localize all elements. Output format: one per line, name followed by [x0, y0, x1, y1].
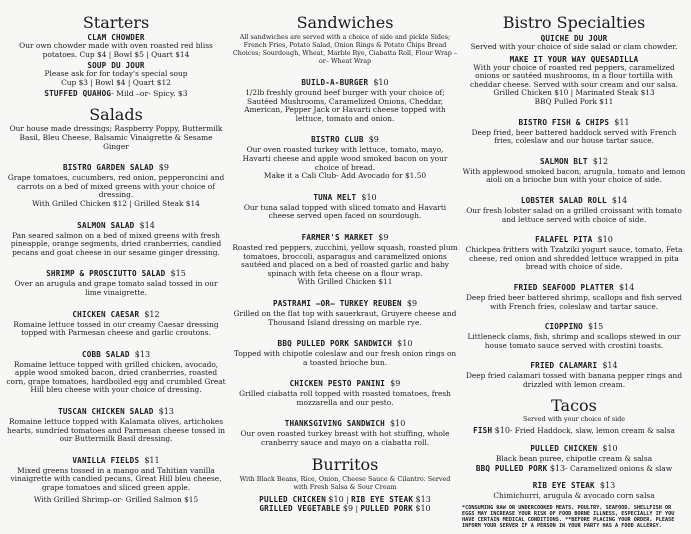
burritos-intro: With Black Beans, Rice, Onion, Cheese Sauce & Cilantro. Served with Fresh Salsa & Sour Cream	[239, 474, 451, 491]
item-name: MAKE IT YOUR WAY QUESADILLA	[509, 54, 639, 64]
menu-item-shrimp-prosciutto	[6, 261, 226, 297]
item-desc: 1/2lb freshly ground beef burger with your choice of; Sautéed Mushrooms, Caramelized Onions, Cheddar, American, Pepper Jack or Havarti cheese topped with lettuce, tomato and onion.	[244, 88, 446, 123]
menu-item-seafood-platter	[462, 275, 686, 311]
item-name: TUSCAN CHICKEN SALAD	[58, 407, 154, 417]
item-extra: Grilled Chicken $10 | Marinated Steak $13	[493, 88, 655, 98]
item-price: $13	[158, 407, 174, 417]
item-name: FRIED SEAFOOD PLATTER	[513, 282, 614, 292]
item-name: PASTRAMI –OR– TURKEY REUBEN	[272, 298, 402, 308]
item-extra: With Grilled Chicken $12 | Grilled Steak $14	[32, 198, 200, 208]
menu-item-salmon-blt	[462, 149, 686, 185]
item-name: SHRIMP & PROSCIUTTO SALAD	[46, 269, 166, 279]
section-title-tacos: Tacos	[551, 396, 597, 416]
item-price: $15	[588, 322, 604, 332]
item-name: COBB SALAD	[81, 349, 130, 359]
taco-pulled-chicken	[462, 436, 686, 464]
item-desc: With applewood smoked bacon, arugula, tomato and lemon aioli on a brioche bun with your choice of side.	[462, 166, 686, 185]
item-extra: With Grilled Shrimp–or- Grilled Salmon $15	[33, 494, 199, 504]
column-right	[462, 0, 686, 530]
item-desc: Deep fried calamari tossed with banana pepper rings and drizzled with lemon cream.	[465, 371, 683, 389]
item-desc: Our oven roasted turkey breast with hot stuffing, whole cranberry sauce and mayo on a ciabatta roll.	[240, 429, 450, 448]
item-desc: Roasted red peppers, zucchini, yellow squash, roasted plum tomatoes, broccoli, asparagus and caramelized onions sautéed and placed on a bed of roasted garlic and baby spinach with feta cheese on a flour wrap.	[232, 242, 458, 278]
burritos-row-2: GRILLED VEGETABLE $9 | PULLED PORK $10	[259, 503, 431, 513]
section-title-burritos: Burritos	[311, 454, 379, 474]
item-price: $13	[549, 463, 566, 473]
item-desc: Served with your choice of side salad or clam chowder.	[470, 42, 678, 51]
item-desc: Over an arugula and grape tomato salad tossed in our lime vinaigrette.	[14, 279, 218, 297]
item-desc: Pan seared salmon on a bed of mixed greens with fresh pineapple, orange segments, dried cranberries, candied pecans and goat cheese in our sesame ginger dressing.	[10, 230, 222, 257]
item-name: CHICKEN CAESAR	[72, 309, 140, 319]
burritos-row-1: PULLED CHICKEN $10 | RIB EYE STEAK $13	[259, 494, 431, 504]
item-price: $13	[134, 349, 151, 359]
item-name: VANILLA FIELDS	[72, 455, 140, 465]
food-safety-notice: *CONSUMING RAW OR UNDERCOOKED MEATS, POULTRY, SEAFOOD, SHELLFISH OR EGGS MAY INCREASE YOUR RISK OF FOOD BORNE ILLNESS, ESPECIALLY IF YOU HAVE CERTAIN MEDICAL CONDITIONS. **BEFORE PLACING YOUR ORDER, PLEASE INFORM YOUR SERVER IF A PERSON IN YOUR PARTY HAS A FOOD ALLERGY.	[462, 504, 675, 530]
menu-item-fish-chips	[462, 110, 686, 146]
item-name: FALAFEL PITA	[535, 235, 593, 245]
item-price: $12	[592, 156, 609, 166]
menu-item-bbq-pulled-pork-sandwich	[232, 331, 458, 367]
item-price: $15	[170, 269, 186, 279]
menu-item-tuscan-chicken	[6, 399, 226, 444]
menu-item-chicken-pesto-panini	[232, 371, 458, 407]
item-name: STUFFED QUAHOG	[44, 89, 112, 99]
item-desc: Romaine lettuce tossed in our creamy Caesar dressing topped with Parmesan cheese and garlic croutons.	[13, 319, 219, 338]
item-price: $12	[144, 309, 160, 319]
menu-item-farmers-market	[232, 225, 458, 287]
item-price: $13	[415, 494, 431, 504]
item-name: PULLED CHICKEN	[259, 494, 326, 504]
item-name: BUILD-A-BURGER	[301, 78, 369, 87]
item-name: RIB EYE STEAK	[532, 481, 595, 491]
item-price: $9	[342, 503, 354, 513]
item-name: PULLED PORK	[360, 503, 413, 513]
item-desc: Deep fried, beer battered haddock served with French fries, coleslaw and our house tartar sauce.	[471, 127, 677, 146]
menu-item-cobb-salad	[6, 342, 226, 395]
menu-item-stuffed-quahog	[6, 89, 226, 98]
item-price: $14	[619, 282, 635, 292]
item-name: THANKSGIVING SANDWICH	[284, 419, 385, 429]
item-desc: Grilled on the flat top with sauerkraut, Gruyere cheese and Thousand Island dressing on marble rye.	[233, 308, 457, 327]
item-name: FARMER'S MARKET	[301, 232, 374, 242]
item-desc: - Fried Haddock, slaw, lemon cream & salsa	[509, 426, 675, 436]
item-name: BISTRO FISH & CHIPS	[518, 117, 610, 127]
sandwiches-intro: All sandwiches are served with a choice of side and pickle Sides; French Fries, Potato Salad, Onion Rings & Potato Chips Bread Choices; Sourdough, Wheat, Marble Rye, Ciabatta Roll, Flour Wrap –or– Wheat Wrap	[232, 33, 458, 65]
item-price: $10	[328, 494, 344, 504]
menu-item-clam-chowder	[6, 33, 226, 59]
menu-item-bistro-club	[232, 127, 458, 180]
item-price: $9	[368, 135, 379, 145]
menu-item-falafel-pita	[462, 227, 686, 272]
item-name: LOBSTER SALAD ROLL	[520, 195, 607, 205]
taco-bbq-pulled-pork	[462, 464, 686, 474]
menu-item-lobster-roll	[462, 188, 686, 224]
item-price: $10	[361, 192, 377, 202]
item-desc: Black bean puree, chipotle cream & salsa	[495, 454, 653, 464]
item-prices: Cup $3 | Bowl $4 | Quart $12	[61, 77, 171, 87]
item-extra: With Grilled Chicken $11	[297, 277, 393, 287]
item-price: $10	[597, 235, 613, 245]
menu-item-thanksgiving-sandwich	[232, 411, 458, 447]
item-desc: Please ask for for today's special soup	[44, 69, 188, 79]
menu-item-tuna-melt	[232, 185, 458, 221]
menu-item-garden-salad	[6, 155, 226, 208]
item-price: $11	[144, 455, 160, 465]
tacos-intro: Served with your choice of side	[522, 415, 626, 424]
taco-fish	[462, 426, 686, 436]
item-price: $9	[378, 232, 389, 242]
item-price: $14	[602, 361, 618, 371]
item-desc: Our tuna salad topped with sliced tomato and Havarti cheese served open faced on sourdough.	[243, 202, 447, 221]
item-desc: Topped with chipotle coleslaw and our fresh onion rings on a toasted brioche bun.	[233, 349, 457, 367]
salads-intro: Our house made dressings; Raspberry Poppy, Buttermilk Basil, Bleu Cheese, Balsamic Vinaigrette & Sesame Ginger	[9, 124, 223, 151]
column-left	[6, 0, 226, 506]
item-desc: Deep fried beer battered shrimp, scallops and fish served with French fries, coleslaw and tartar sauce.	[466, 292, 682, 311]
item-desc: Chickpea fritters with Tzatziki yogurt sauce, tomato, Feta cheese, red onion and shredded lettuce wrapped in pita bread with choice of side.	[465, 245, 683, 272]
item-desc: - Caramelized onions & slaw	[565, 463, 673, 473]
item-name: QUICHE DU JOUR	[540, 34, 608, 43]
item-desc: With your choice of roasted red peppers, caramelized onions or sautéed mushrooms, in a flour tortilla with cheddar cheese. Served with sour cream and our salsa.	[469, 62, 679, 89]
menu-item-cioppino	[462, 314, 686, 350]
section-title-salads: Salads	[89, 105, 143, 125]
item-name: SOUP DU JOUR	[87, 61, 145, 71]
menu-item-quesadilla	[462, 55, 686, 107]
item-desc: Littleneck clams, fish, shrimp and scallops stewed in our house tomato sauce served with crostini toasts.	[467, 332, 681, 350]
section-title-starters: Starters	[82, 13, 150, 32]
item-price: $10	[602, 444, 618, 454]
item-name: CLAM CHOWDER	[87, 33, 145, 42]
column-middle	[232, 0, 458, 513]
section-title-bistro: Bistro Specialties	[502, 13, 646, 32]
item-price: $10	[494, 426, 510, 436]
taco-rib-eye	[462, 473, 686, 501]
item-name: BISTRO CLUB	[311, 135, 364, 145]
item-name: BBQ PULLED PORK	[475, 463, 548, 473]
item-desc: Romaine lettuce topped with Kalamata olives, artichokes hearts, sundried tomatoes and Parmesan cheese tossed in our Buttermilk Basil dressing.	[7, 417, 225, 444]
item-name: FRIED CALAMARI	[530, 361, 598, 371]
item-desc: Our oven roasted turkey with lettuce, tomato, mayo, Havarti cheese and apple wood smoked bacon on your choice of bread.	[242, 145, 448, 172]
item-name: GRILLED VEGETABLE	[259, 503, 341, 513]
item-name: PULLED CHICKEN	[530, 444, 598, 454]
item-desc: Romaine lettuce topped with grilled chicken, avocado, apple wood smoked bacon, dried cranberries, roasted corn, grape tomatoes, hardboiled egg and crumbled Great Hill bleu cheese with your choice of dressing.	[6, 359, 226, 395]
menu-item-fried-calamari	[462, 353, 686, 389]
item-price: $14	[611, 195, 628, 205]
item-extra: BBQ Pulled Pork $11	[534, 96, 614, 106]
item-price: $10	[397, 339, 413, 349]
item-desc: Chimichurri, arugula & avocado corn salsa	[493, 491, 655, 501]
item-desc: Grape tomatoes, cucumbers, red onion, pepperoncini and carrots on a bed of mixed greens with your choice of dressing.	[7, 173, 225, 200]
item-extra: Make it a Cali Club- Add Avocado for $1.50	[263, 171, 427, 181]
section-title-sandwiches: Sandwiches	[296, 13, 394, 32]
item-price: $9	[390, 379, 401, 389]
item-price: $9	[158, 163, 169, 173]
item-price: $10	[390, 419, 406, 429]
item-name: RIB EYE STEAK	[351, 494, 414, 504]
item-price: $13	[599, 481, 616, 491]
item-name: BBQ PULLED PORK SANDWICH	[277, 339, 393, 349]
menu-item-build-a-burger	[232, 70, 458, 123]
item-name: CHICKEN PESTO PANINI	[289, 379, 386, 389]
item-name: SALMON BLT	[539, 156, 588, 166]
item-desc: - Mild –or- Spicy. $3	[111, 89, 188, 99]
item-name: TUNA MELT	[313, 192, 357, 202]
item-price: $11	[614, 117, 630, 127]
menu-item-salmon-salad	[6, 213, 226, 258]
item-price: $10	[373, 78, 389, 87]
menu-item-quiche	[462, 34, 686, 52]
item-desc: Our fresh lobster salad on a grilled croissant with tomato and lettuce served with choice of side.	[466, 205, 682, 224]
item-name: BISTRO GARDEN SALAD	[63, 163, 154, 173]
item-name: FISH	[473, 426, 493, 436]
menu-item-soup	[6, 61, 226, 87]
item-desc: Mixed greens tossed in a mango and Tahitian vanilla vinaigrette with candied pecans, Great Hill bleu cheese, grape tomatoes and sliced green apple.	[10, 465, 222, 493]
item-price: $9	[406, 298, 418, 308]
item-price: $14	[139, 220, 155, 230]
item-price: $10	[415, 503, 431, 513]
menu-item-vanilla-fields	[6, 448, 226, 504]
item-desc: Our own chowder made with oven roasted red bliss potatoes. Cup $4 | Bowl $5 | Quart $14	[19, 41, 213, 59]
item-desc: Grilled ciabatta roll topped with roasted tomatoes, fresh mozzarella and our pesto.	[239, 389, 451, 407]
menu-item-reuben	[232, 291, 458, 327]
item-name: CIOPPINO	[544, 322, 583, 332]
item-name: SALMON SALAD	[77, 220, 135, 230]
menu-item-chicken-caesar	[6, 302, 226, 338]
